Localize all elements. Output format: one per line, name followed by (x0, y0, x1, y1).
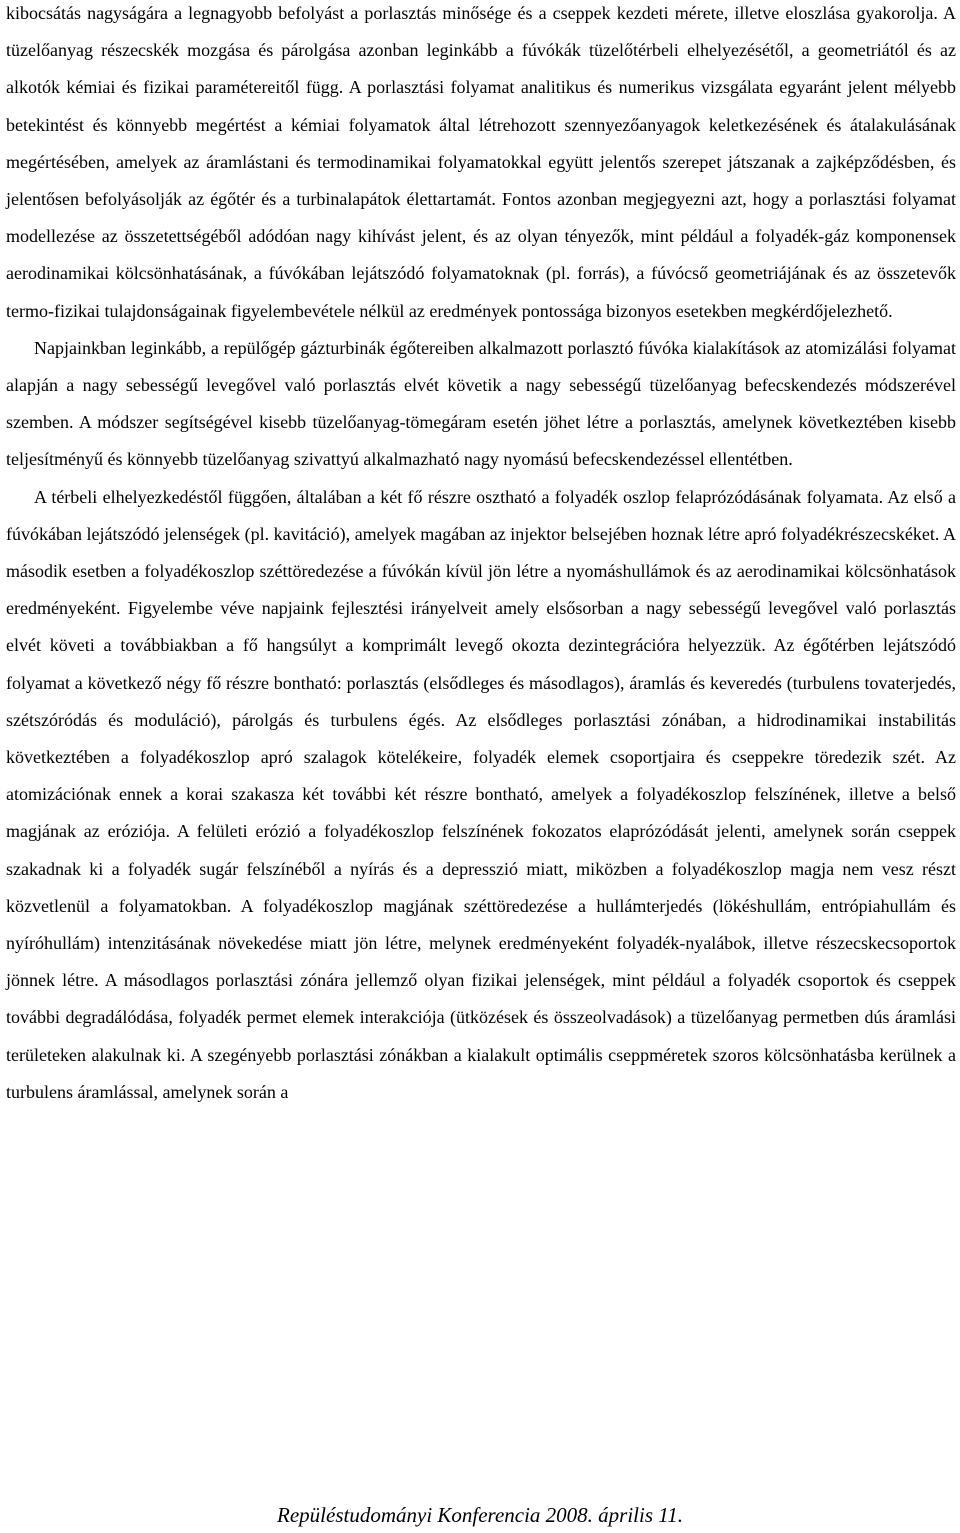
paragraph-2: Napjainkban leginkább, a repülőgép gázturbinák égőtereiben alkalmazott porlasztó fúvóka kialakítások az atomizálási folyamat alapján a nagy sebességű levegővel való porlasztás elvét követik a nagy sebességű tüzelőanyag befecskendezés módszerével szemben. A módszer segítségével kisebb tüzelőanyag-tömegáram esetén jöhet létre a porlasztás, amelynek következtében kisebb teljesítményű és könnyebb tüzelőanyag szivattyú alkalmazható nagy nyomású befecskendezéssel ellentétben. (6, 337, 956, 470)
document-page (6, 0, 956, 1111)
page-footer: Repüléstudományi Konferencia 2008. április 11. (277, 1503, 683, 1527)
paragraph-1: kibocsátás nagyságára a legnagyobb befolyást a porlasztás minősége és a cseppek kezdeti mérete, illetve eloszlása gyakorolja. A tüzelőanyag részecskék mozgása és párolgása azonban leginkább a fúvókák tüzelőtérbeli elhelyezésétől, a geometriától és az alkotók kémiai és fizikai paramétereitől függ. A porlasztási folyamat analitikus és numerikus vizsgálata egyaránt jelent mélyebb betekintést és könnyebb megértést a kémiai folyamatok által létrehozott szennyezőanyagok keletkezésének és átalakulásának megértésében, amelyek az áramlástani és termodinamikai folyamatokkal együtt jelentős szerepet játszanak a zajképződésben, és jelentősen befolyásolják az égőtér és a turbinalapátok élettartamát. Fontos azonban megjegyezni azt, hogy a porlasztási folyamat modellezése az összetettségéből adódóan nagy kihívást jelent, és az olyan tényezők, mint például a folyadék-gáz komponensek aerodinamikai kölcsönhatásának, a fúvókában lejátszódó folyamatoknak (pl. forrás), a fúvócső geometriájának és az összetevők termo-fizikai tulajdonságainak figyelembevétele nélkül az eredmények pontossága bizonyos esetekben megkérdőjelezhető. (6, 3, 956, 321)
paragraph-3: A térbeli elhelyezkedéstől függően, általában a két fő részre osztható a folyadék oszlop felaprózódásának folyamata. Az első a fúvókában lejátszódó jelenségek (pl. kavitáció), amelyek magában az injektor belsejében hoznak létre apró folyadékrészecskéket. A második esetben a folyadékoszlop széttöredezése a fúvókán kívül jön létre a nyomáshullámok és az aerodinamikai kölcsönhatások eredményeként. Figyelembe véve napjaink fejlesztési irányelveit amely elsősorban a nagy sebességű levegővel való porlasztás elvét követi a továbbiakban a fő hangsúlyt a komprimált levegő okozta dezintegrációra helyezzük. Az égőtérben lejátszódó folyamat a következő négy fő részre bontható: porlasztás (elsődleges és másodlagos), áramlás és keveredés (turbulens tovaterjedés, szétszóródás és moduláció), párolgás és turbulens égés. Az elsődleges porlasztási zónában, a hidrodinamikai instabilitás következtében a folyadékoszlop apró szalagok kötelékeire, folyadék elemek csoportjaira és cseppekre töredezik szét. Az atomizációnak ennek a korai szakasza két további két részre bontható, amelyek a folyadékoszlop felszínének, illetve a belső magjának az eróziója. A felületi erózió a folyadékoszlop felszínének fokozatos elaprózódását jelenti, amelynek során cseppek szakadnak ki a folyadék sugár felszínéből a nyírás és a depresszió miatt, miközben a folyadékoszlop magja nem vesz részt közvetlenül a folyamatokban. A folyadékoszlop magjának széttöredezése a hullámterjedés (lökéshullám, entrópiahullám és nyíróhullám) intenzitásának növekedése miatt jön létre, melynek eredményeként folyadék-nyalábok, illetve részecskecsoportok jönnek létre. A másodlagos porlasztási zónára jellemző olyan fizikai jelenségek, mint például a folyadék csoportok és cseppek további degradálódása, folyadék permet elemek interakciója (ütközések és összeolvadások) a tüzelőanyag permetben dús áramlási területeken alakulnak ki. A szegényebb porlasztási zónákban a kialakult optimális cseppméretek szoros kölcsönhatásba kerülnek a turbulens áramlással, amelynek során a (6, 486, 956, 1102)
